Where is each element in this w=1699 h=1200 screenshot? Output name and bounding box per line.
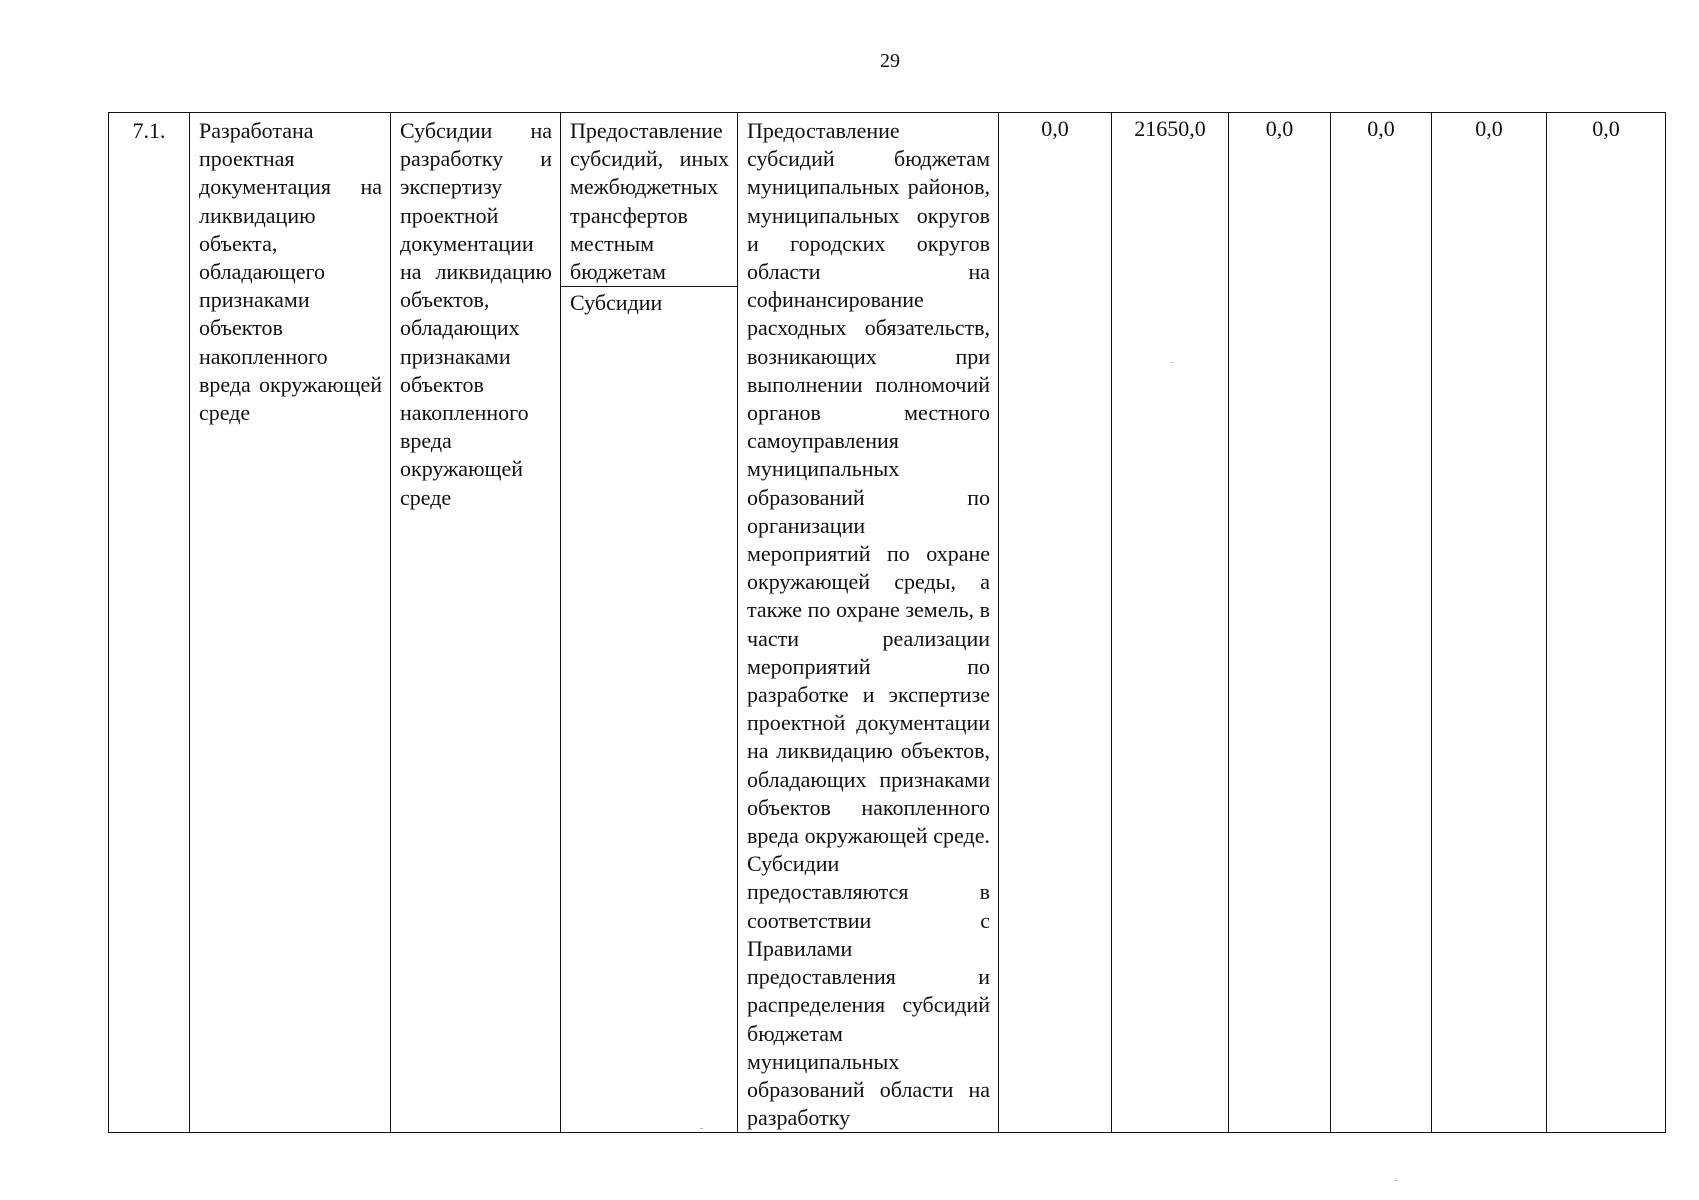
scan-artifact [1395, 1180, 1398, 1181]
value-6: 0,0 [1592, 116, 1620, 141]
value-3: 0,0 [1265, 116, 1294, 141]
value-cell [1331, 113, 1432, 1133]
source-primary-text: Предоставление субсидий, иных межбюджетных трансфертов местным бюджетам [561, 113, 737, 287]
event-text: Субсидии на разработку и экспертизу проектной документации на ликвидацию объектов, обладающих признаками объектов накопленного вреда окружающей среде [400, 118, 552, 510]
scan-artifact [1170, 362, 1173, 363]
event-cell [391, 113, 561, 1133]
value-2: 21650,0 [1134, 116, 1206, 141]
source-cell [561, 113, 738, 1133]
value-cell [999, 113, 1112, 1133]
value-4: 0,0 [1367, 116, 1395, 141]
row-index-cell [109, 113, 190, 1133]
description-cell [738, 113, 999, 1133]
value-1: 0,0 [1041, 116, 1069, 141]
description-text: Предоставление субсидий бюджетам муниципальных районов, муниципальных округов и городских округов области на софинансирование расходных обязательств, возникающих при выполнении полномочий органов местного самоуправления муниципальных образований по организации мероприятий по охране окружающей среды, а также по охране земель, в части реализации мероприятий по разработке и экспертизе проектной документации на ликвидацию объектов, обладающих признаками объектов накопленного вреда окружающей среде. Субсидии предоставляются в соответствии с Правилами предоставления и распределения субсидий бюджетам муниципальных образований области на разработку [747, 118, 990, 1131]
scan-artifact [700, 1128, 703, 1129]
value-cell [1112, 113, 1229, 1133]
table-row [109, 113, 1666, 1133]
value-cell [1432, 113, 1547, 1133]
page-number: 29 [880, 50, 900, 72]
budget-table [108, 112, 1666, 1133]
source-secondary-text: Субсидии [570, 290, 663, 316]
value-cell [1547, 113, 1666, 1133]
value-5: 0,0 [1475, 116, 1503, 141]
result-cell [190, 113, 391, 1133]
row-index: 7.1. [132, 118, 166, 143]
value-cell [1229, 113, 1331, 1133]
result-text: Разработана проектная документация на ликвидацию объекта, обладающего признаками объектов накопленного вреда окружающей среде [199, 118, 382, 426]
